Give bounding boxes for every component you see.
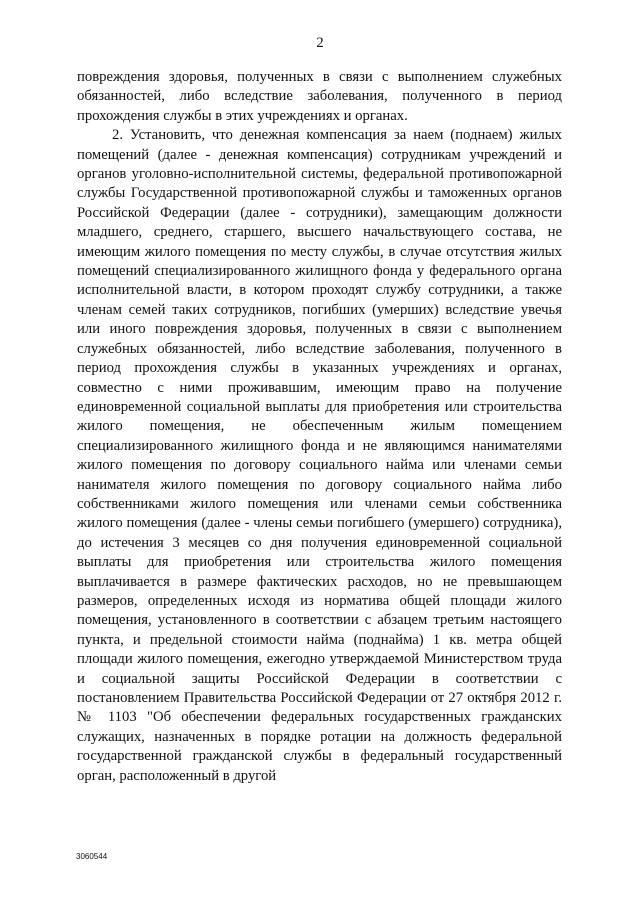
document-body (77, 68, 562, 786)
document-code: 3060544 (76, 852, 108, 861)
paragraph-item-2: 2. Установить, что денежная компенсация за наем (поднаем) жилых помещений (далее - денежная компенсация) сотрудникам учреждений и органов уголовно-исполнительной системы, федеральной противопожарной службы Государственной противопожарной службы и таможенных органов Российской Федерации (далее - сотрудники), замещающим должности младшего, среднего, старшего, высшего начальствующего состава, не имеющим жилого помещения по месту службы, в случае отсутствия жилых помещений специализированного жилищного фонда у федерального органа исполнительной власти, в котором проходят службу сотрудники, а также членам семей таких сотрудников, погибших (умерших) вследствие увечья или иного повреждения здоровья, полученных в связи с выполнением служебных обязанностей, либо вследствие заболевания, полученного в период прохождения службы в указанных учреждениях и органах, совместно с ними проживавшим, имеющим право на получение единовременной социальной выплаты для приобретения или строительства жилого помещения, не обеспеченным жилым помещением специализированного жилищного фонда и не являющимся нанимателями жилого помещения по договору социального найма или членами семьи нанимателя жилого помещения по договору социального найма либо собственниками жилого помещения или членами семьи собственника жилого помещения (далее - члены семьи погибшего (умершего) сотрудника), до истечения 3 месяцев со дня получения единовременной социальной выплаты для приобретения или строительства жилого помещения выплачивается в размере фактических расходов, но не превышающем размеров, определенных исходя из норматива общей площади жилого помещения, установленного в соответствии с абзацем третьим настоящего пункта, и предельной стоимости найма (поднайма) 1 кв. метра общей площади жилого помещения, ежегодно утверждаемой Министерством труда и социальной защиты Российской Федерации в соответствии с постановлением Правительства Российской Федерации от 27 октября 2012 г. № 1103 "Об обеспечении федеральных государственных гражданских служащих, назначенных в порядке ротации на должность федеральной государственной гражданской службы в федеральный государственный орган, расположенный в другой (77, 127, 562, 784)
page-number: 2 (316, 35, 324, 51)
paragraph-continuation: повреждения здоровья, полученных в связи с выполнением служебных обязанностей, либо вследствие заболевания, полученного в период прохождения службы в этих учреждениях и органах. (77, 69, 562, 124)
